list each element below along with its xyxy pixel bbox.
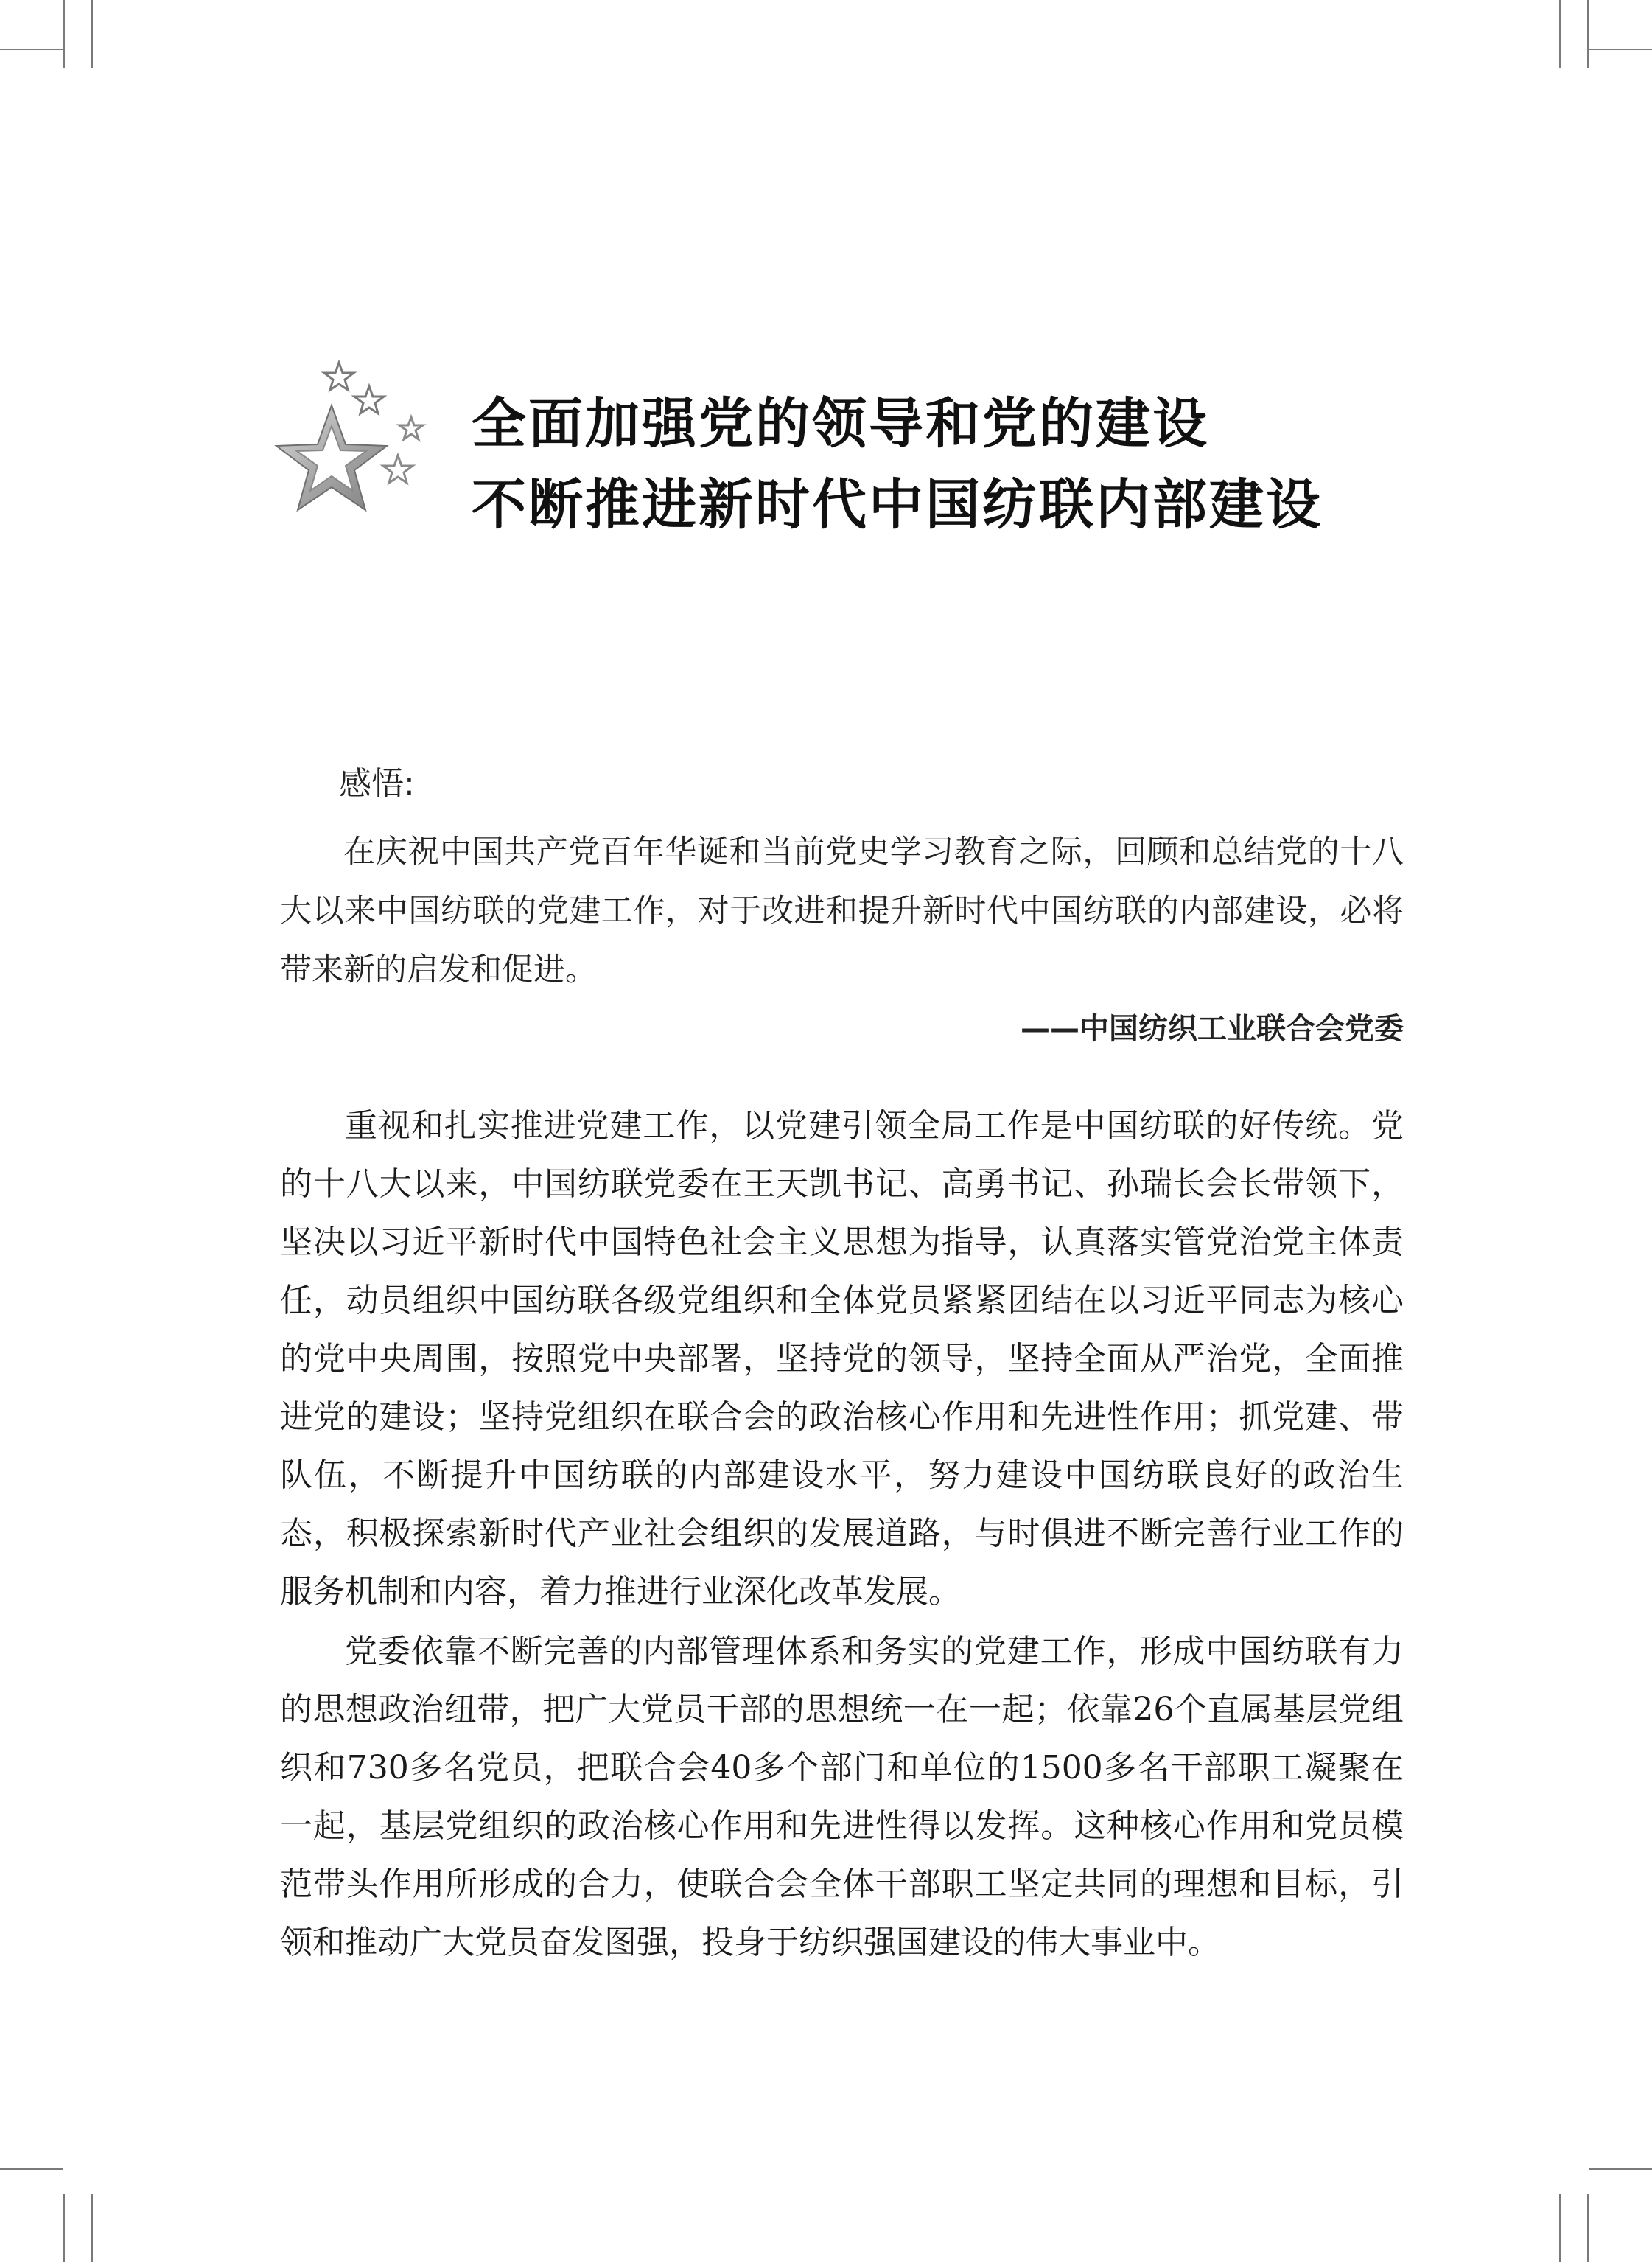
- crop-mark-top-right-h: [1589, 49, 1652, 50]
- small-star-shape-4: [383, 455, 413, 483]
- main-body: [280, 1097, 1404, 1972]
- body-paragraph-1: 重视和扎实推进党建工作，以党建引领全局工作是中国纺联的好传统。党的十八大以来，中国纺联党委在王天凯书记、高勇书记、孙瑞长会长带领下，坚决以习近平新时代中国特色社会主义思想为指导，认真落实管党治党主体责任，动员组织中国纺联各级党组织和全体党员紧紧团结在以习近平同志为核心的党中央周围，按照党中央部署，坚持党的领导，坚持全面从严治党，全面推进党的建设；坚持党组织在联合会的政治核心作用和先进性作用；抓党建、带队伍，不断提升中国纺联的内部建设水平，努力建设中国纺联良好的政治生态，积极探索新时代产业社会组织的发展道路，与时俱进不断完善行业工作的服务机制和内容，着力推进行业深化改革发展。: [280, 1107, 1404, 1610]
- crop-mark-top-left-h: [0, 49, 63, 50]
- crop-mark-bottom-left-v1: [63, 2194, 65, 2262]
- title-line-2: 不断推进新时代中国纺联内部建设: [472, 473, 1323, 537]
- crop-mark-bottom-left-h: [0, 2168, 63, 2170]
- reflection-signature: ——中国纺织工业联合会党委: [1021, 1012, 1404, 1046]
- reflection-heading: 感悟:: [339, 765, 415, 803]
- page-title: [472, 383, 1562, 545]
- crop-mark-top-left-v2: [91, 0, 93, 68]
- crop-mark-top-right-v1: [1559, 0, 1561, 68]
- reflection-body: 在庆祝中国共产党百年华诞和当前党史学习教育之际，回顾和总结党的十八大以来中国纺联的党建工作，对于改进和提升新时代中国纺联的内部建设，必将带来新的启发和促进。: [280, 834, 1404, 988]
- stars-icon: [271, 352, 433, 537]
- body-paragraph-2: 党委依靠不断完善的内部管理体系和务实的党建工作，形成中国纺联有力的思想政治纽带，把广大党员干部的思想统一在一起；依靠26个直属基层党组织和730多名党员，把联合会40多个部门和单位的1500多名干部职工凝聚在一起，基层党组织的政治核心作用和先进性得以发挥。这种核心作用和党员模范带头作用所形成的合力，使联合会全体干部职工坚定共同的理想和目标，引领和推动广大党员奋发图强，投身于纺织强国建设的伟大事业中。: [280, 1633, 1404, 1961]
- crop-mark-bottom-right-v1: [1559, 2194, 1561, 2262]
- small-star-shape-1: [324, 363, 354, 390]
- crop-mark-bottom-right-h: [1589, 2168, 1652, 2170]
- reflection-section: [280, 762, 1404, 1057]
- crop-mark-top-right-v2: [1587, 0, 1589, 68]
- crop-mark-top-left-v1: [63, 0, 65, 68]
- small-star-shape-2: [354, 386, 384, 413]
- crop-mark-bottom-right-v2: [1587, 2194, 1589, 2262]
- small-star-shape-3: [399, 417, 423, 439]
- title-line-1: 全面加强党的领导和党的建设: [472, 392, 1209, 455]
- crop-mark-bottom-left-v2: [91, 2194, 93, 2262]
